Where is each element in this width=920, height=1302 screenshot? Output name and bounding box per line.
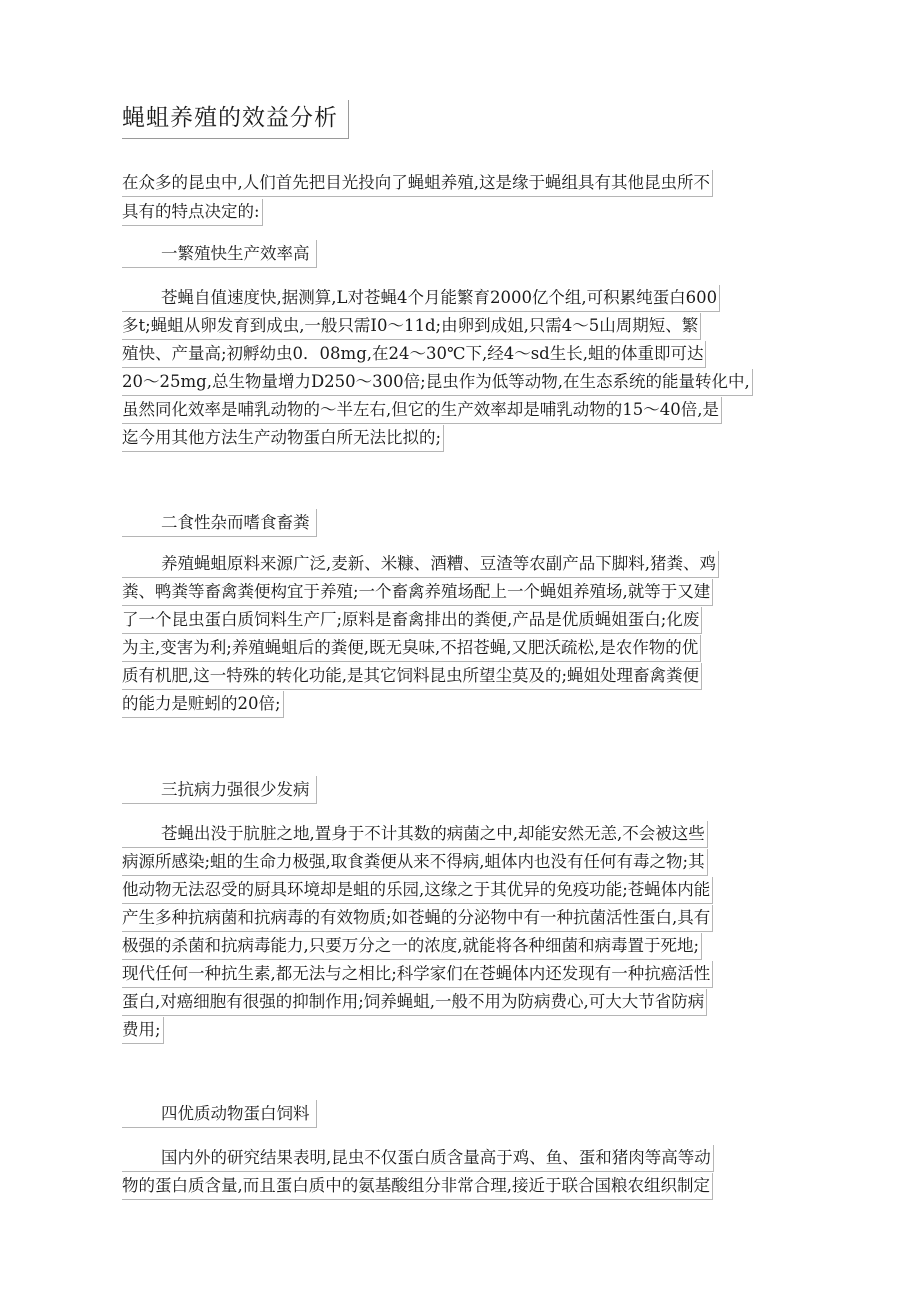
section-3-line: 病源所感染;蛆的生命力极强,取食粪便从来不得病,蛆体内也没有任何有毒之物;其 (122, 849, 708, 876)
section-3-line: 极强的杀菌和抗病毒能力,只要万分之一的浓度,就能将各种细菌和病毒置于死地; (122, 933, 702, 960)
section-3-line: 他动物无法忍受的厨具环境却是蛆的乐园,这缘之于其优异的免疫功能;苍蝇体内能 (122, 877, 713, 904)
section-1-heading: 一繁殖快生产效率高 (122, 240, 317, 268)
section-2-line: 养殖蝇蛆原料来源广泛,麦新、米糠、酒糟、豆渣等农副产品下脚料,猪粪、鸡 (122, 551, 719, 578)
section-1-line: 20～25mg,总生物量增力D250～300倍;昆虫作为低等动物,在生态系统的能量转化中, (122, 369, 753, 396)
document-title: 蝇蛆养殖的效益分析 (122, 100, 349, 139)
section-4-line: 物的蛋白质含量,而且蛋白质中的氨基酸组分非常合理,接近于联合国粮农组织制定 (122, 1173, 713, 1200)
section-1-line: 迄今用其他方法生产动物蛋白所无法比拟的; (122, 425, 444, 452)
section-2-line: 的能力是赃蚓的20倍; (122, 691, 284, 718)
section-3-heading: 三抗病力强很少发病 (122, 776, 317, 804)
section-1-line: 多t;蝇蛆从卵发育到成虫,一般只需I0～11d;由卵到成姐,只需4～5山周期短、繁 (122, 313, 701, 340)
intro-line-1: 在众多的昆虫中,人们首先把目光投向了蝇蛆养殖,这是缘于蝇组具有其他昆虫所不 (122, 170, 713, 197)
intro-line-2: 具有的特点决定的: (122, 199, 263, 226)
section-3-line: 费用; (122, 1017, 164, 1044)
section-4-line: 国内外的研究结果表明,昆虫不仅蛋白质含量高于鸡、鱼、蛋和猪肉等高等动 (122, 1145, 714, 1172)
section-3-line: 蛋白,对癌细胞有很强的抑制作用;饲养蝇蛆,一般不用为防病费心,可大大节省防病 (122, 989, 707, 1016)
section-4-heading: 四优质动物蛋白饲料 (122, 1100, 317, 1128)
section-2-line: 为主,变害为利;养殖蝇蛆后的粪便,既无臭味,不招苍蝇,又肥沃疏松,是农作物的优 (122, 635, 701, 662)
section-2-line: 质有机肥,这一特殊的转化功能,是其它饲料昆虫所望尘莫及的;蝇姐处理畜禽粪便 (122, 663, 702, 690)
section-2-line: 了一个昆虫蛋白质饲料生产厂;原料是畜禽排出的粪便,产品是优质蝇姐蛋白;化废 (122, 607, 702, 634)
section-3-line: 产生多种抗病菌和抗病毒的有效物质;如苍蝇的分泌物中有一种抗菌活性蛋白,具有 (122, 905, 713, 932)
section-3-line: 现代任何一种抗生素,都无法与之相比;科学家们在苍蝇体内还发现有一种抗癌活性 (122, 961, 713, 988)
section-1-line: 苍蝇自值速度快,据测算,L对苍蝇4个月能繁育2000亿个组,可积累纯蛋白600 (122, 285, 720, 312)
section-1-line: 虽然同化效率是哺乳动物的～半左右,但它的生产效率却是哺乳动物的15～40倍,是 (122, 397, 722, 424)
section-3-line: 苍蝇出没于肮脏之地,置身于不计其数的病菌之中,却能安然无恙,不会被这些 (122, 821, 708, 848)
section-2-heading: 二食性杂而嗜食畜粪 (122, 509, 317, 537)
section-1-line: 殖快、产量高;初孵幼虫0．08mg,在24～30℃下,经4～sd生长,蛆的体重即可达 (122, 341, 706, 368)
section-2-line: 粪、鸭粪等畜禽粪便构宜于养殖;一个畜禽养殖场配上一个蝇姐养殖场,就等于又建 (122, 579, 713, 606)
